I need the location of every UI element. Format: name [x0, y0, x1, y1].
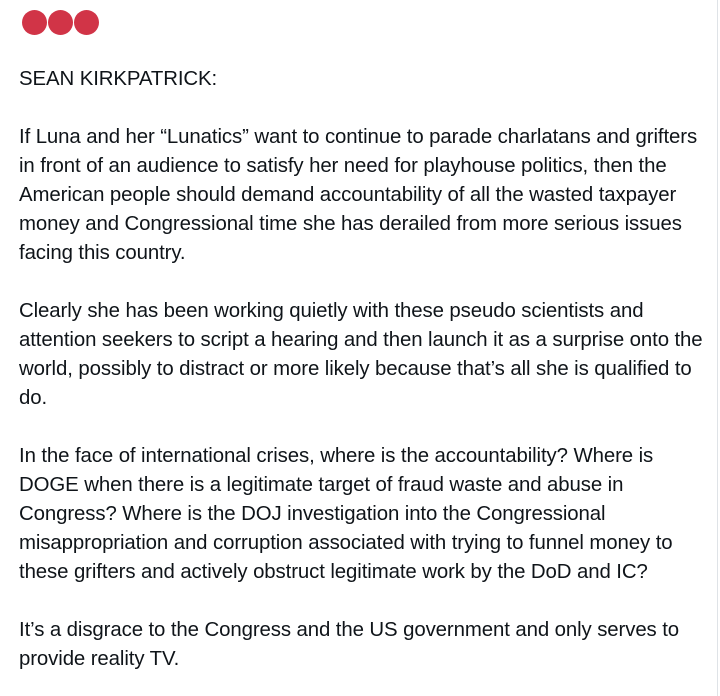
statement-text [19, 65, 709, 674]
red-dot-icon [22, 10, 47, 35]
red-dot-icon [74, 10, 99, 35]
red-dot-icon [48, 10, 73, 35]
paragraph-4: It’s a disgrace to the Congress and the US government and only serves to provide reality TV. [19, 619, 680, 670]
paragraph-2: Clearly she has been working quietly with these pseudo scientists and attention seekers to script a hearing and then launch it as a surprise onto the world, possibly to distract or more likely because that’s all she is qualified to do. [19, 300, 703, 409]
decorative-dots [22, 10, 99, 35]
speaker-name: SEAN KIRKPATRICK: [19, 68, 218, 90]
paragraph-1: If Luna and her “Lunatics” want to continue to parade charlatans and grifters in front of an audience to satisfy her need for playhouse politics, then the American people should demand accountability of all the wasted taxpayer money and Congressional time she has derailed from more serious issues facing this country. [19, 126, 698, 264]
paragraph-3: In the face of international crises, where is the accountability? Where is DOGE when there is a legitimate target of fraud waste and abuse in Congress? Where is the DOJ investigation into the Congressional misappropriation and corruption associated with trying to funnel money to these grifters and actively obstruct legitimate work by the DoD and IC? [19, 445, 673, 583]
